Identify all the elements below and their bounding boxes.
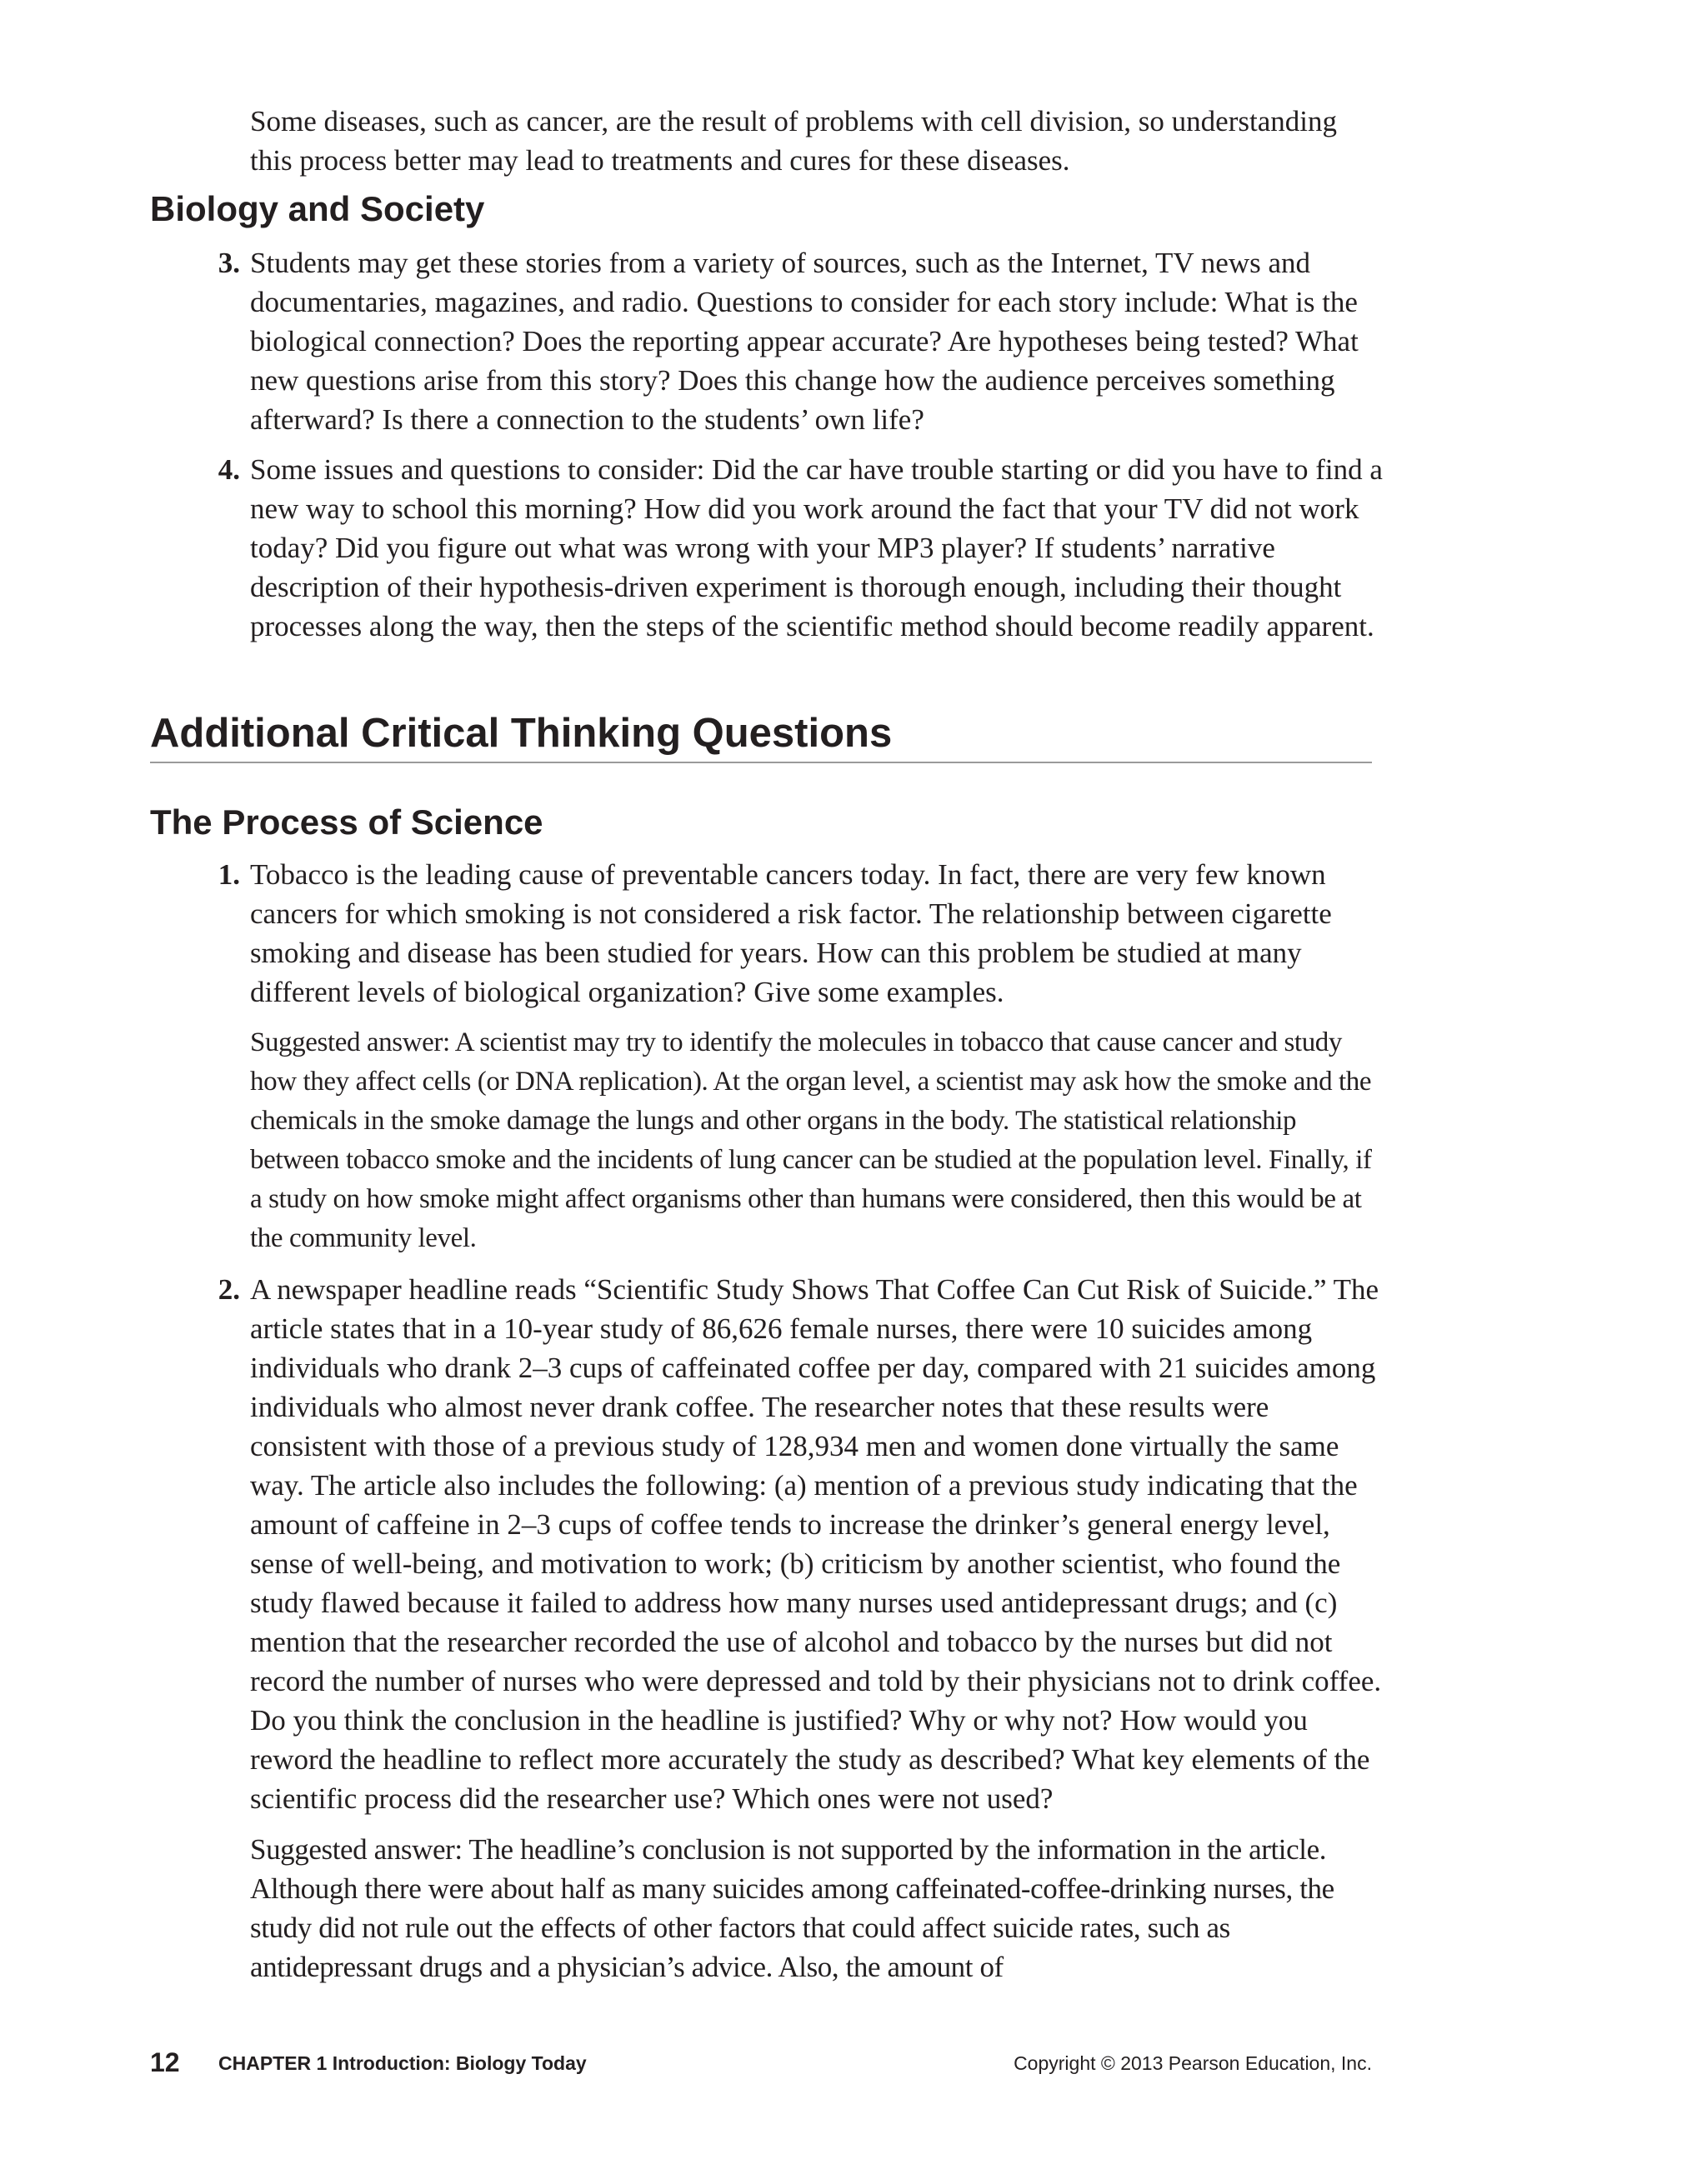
chapter-title: CHAPTER 1 Introduction: Biology Today <box>218 2052 587 2074</box>
question-2 <box>218 1270 1384 1987</box>
heading-additional-critical-thinking: Additional Critical Thinking Questions <box>150 711 893 756</box>
item-text: Students may get these stories from a variety of sources, such as the Internet, TV news and documentaries, magazines, and radio. Questions to consider for each story include: What is the biological connection? Does the reporting appear accurate? Are hypotheses being tested? What new questions arise from this story? Does this change how the audience perceives something afterward? Is there a connection to the students’ own life? <box>250 247 1359 436</box>
item-number: 4. <box>218 453 240 486</box>
question-1 <box>218 855 1384 1258</box>
heading-divider <box>150 762 1372 763</box>
question-number: 2. <box>218 1273 240 1306</box>
item-number: 3. <box>218 247 240 279</box>
suggested-answer: Suggested answer: A scientist may try to identify the molecules in tobacco that cause cancer and study how they affect cells (or DNA replication). At the organ level, a scientist may ask how the smoke and the chemicals in the smoke damage the lungs and other organs in the body. The statistical relationship between tobacco smoke and the incidents of lung cancer can be studied at the population level. Finally, if a study on how smoke might affect organisms other than humans were considered, then this would be at the community level. <box>250 1027 1372 1253</box>
question-text: A newspaper headline reads “Scientific Study Shows That Coffee Can Cut Risk of Suicide.” The article states that in a 10-year study of 86,626 female nurses, there were 10 suicides among individuals who drank 2–3 cups of caffeinated coffee per day, compared with 21 suicides among individuals who almost never drank coffee. The researcher notes that these results were consistent with those of a previous study of 128,934 men and women done virtually the same way. The article also includes the following: (a) mention of a previous study indicating that the amount of caffeine in 2–3 cups of coffee tends to increase the drinker’s general energy level, sense of well-being, and motivation to work; (b) criticism by another scientist, who found the study flawed because it failed to address how many nurses used antidepressant drugs; and (c) mention that the researcher recorded the use of alcohol and tobacco by the nurses but did not record the number of nurses who were depressed and told by their physicians not to drink coffee. Do you think the conclusion in the headline is justified? Why or why not? How would you reword the headline to reflect more accurately the study as described? What key elements of the scientific process did the researcher use? Which ones were not used? <box>250 1273 1382 1815</box>
suggested-answer: Suggested answer: The headline’s conclusion is not supported by the information in the article. Although there were about half as many suicides among caffeinated-coffee-drinking nurses, the study did not rule out the effects of other factors that could affect suicide rates, such as antidepressant drugs and a physician’s advice. Also, the amount of <box>250 1833 1334 1983</box>
heading-biology-and-society: Biology and Society <box>150 189 485 228</box>
intro-paragraph: Some diseases, such as cancer, are the result of problems with cell division, so understanding this process better may lead to treatments and cures for these diseases. <box>250 105 1337 177</box>
heading-process-of-science: The Process of Science <box>150 802 543 842</box>
list-item-3 <box>218 243 1384 439</box>
question-text: Tobacco is the leading cause of preventable cancers today. In fact, there are very few known cancers for which smoking is not considered a risk factor. The relationship between cigarette smoking and disease has been studied for years. How can this problem be studied at many different levels of biological organization? Give some examples. <box>250 858 1332 1008</box>
page-footer <box>150 2046 1372 2079</box>
list-item-4 <box>218 450 1384 646</box>
copyright-notice: Copyright © 2013 Pearson Education, Inc. <box>1014 2052 1372 2074</box>
item-text: Some issues and questions to consider: Did the car have trouble starting or did you have to find a new way to school this morning? How did you work around the fact that your TV did not work today? Did you figure out what was wrong with your MP3 player? If students’ narrative description of their hypothesis-driven experiment is thorough enough, including their thought processes along the way, then the steps of the scientific method should become readily apparent. <box>250 453 1383 642</box>
page-number: 12 <box>150 2047 180 2077</box>
question-number: 1. <box>218 858 240 891</box>
